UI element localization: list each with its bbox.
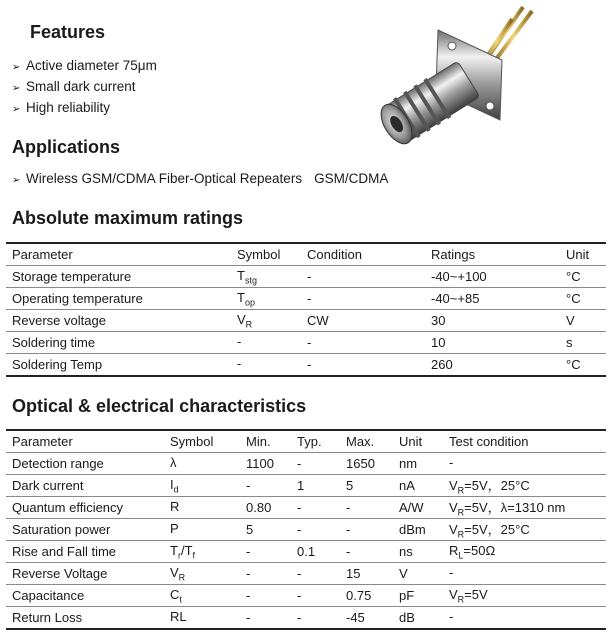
param-cell: Dark current [6, 475, 164, 497]
param-cell: Capacitance [6, 585, 164, 607]
opt-chars-table [6, 429, 606, 630]
unit-cell: dBm [393, 519, 443, 541]
max-cell: 1650 [340, 453, 393, 475]
table-row [6, 332, 606, 354]
test-condition-cell: - [443, 453, 606, 475]
unit-cell: °C [560, 266, 606, 288]
table-row [6, 541, 606, 563]
table-row [6, 288, 606, 310]
symbol-cell: $T_{stg}$ [231, 266, 301, 288]
condition-cell: CW [301, 310, 425, 332]
condition-cell: - [301, 288, 425, 310]
column-header: Max. [340, 430, 393, 453]
symbol-cell: RL [164, 607, 240, 630]
unit-cell: s [560, 332, 606, 354]
application-item [12, 171, 388, 186]
column-header: Ratings [425, 243, 560, 266]
table-row [6, 497, 606, 519]
min-cell: - [240, 607, 291, 630]
test-condition-cell: - [443, 607, 606, 630]
rating-cell: 10 [425, 332, 560, 354]
column-header: Parameter [6, 243, 231, 266]
table-row [6, 453, 606, 475]
table-row [6, 607, 606, 630]
max-cell: - [340, 497, 393, 519]
arrow-bullet-icon: ➢ [12, 104, 21, 115]
arrow-bullet-icon: ➢ [12, 83, 21, 94]
param-cell: Operating temperature [6, 288, 231, 310]
features-list [12, 55, 157, 118]
param-cell: Reverse Voltage [6, 563, 164, 585]
test-condition-cell: $V_R=5V$，λ=1310 nm [443, 497, 606, 519]
table-row [6, 475, 606, 497]
symbol-cell: $T_{op}$ [231, 288, 301, 310]
feature-text: High reliability [26, 100, 111, 115]
symbol-cell: $T_r/T_f$ [164, 541, 240, 563]
max-cell: 0.75 [340, 585, 393, 607]
test-condition-cell: $V_R=5V$，25°C [443, 475, 606, 497]
condition-cell: - [301, 332, 425, 354]
table-row [6, 266, 606, 288]
column-header: Unit [560, 243, 606, 266]
typ-cell: - [291, 497, 340, 519]
abs-ratings-heading: Absolute maximum ratings [12, 208, 244, 228]
max-cell: -45 [340, 607, 393, 630]
features-heading: Features [30, 22, 106, 42]
table-header-row [6, 430, 606, 453]
max-cell: 5 [340, 475, 393, 497]
param-cell: Quantum efficiency [6, 497, 164, 519]
column-header: Unit [393, 430, 443, 453]
arrow-bullet-icon: ➢ [12, 62, 21, 73]
column-header: Test condition [443, 430, 606, 453]
typ-cell: - [291, 607, 340, 630]
application-text: Wireless GSM/CDMA Fiber-Optical Repeaters [26, 171, 303, 186]
symbol-cell: $V_R$ [164, 563, 240, 585]
max-cell: - [340, 519, 393, 541]
unit-cell: V [560, 310, 606, 332]
column-header: Min. [240, 430, 291, 453]
param-cell: Return Loss [6, 607, 164, 630]
min-cell: - [240, 585, 291, 607]
list-item [12, 55, 157, 76]
symbol-cell: $V_R$ [231, 310, 301, 332]
connector-body [374, 59, 481, 149]
table-row [6, 585, 606, 607]
param-cell: Soldering time [6, 332, 231, 354]
abs-ratings-table [6, 242, 606, 377]
param-cell: Detection range [6, 453, 164, 475]
min-cell: - [240, 475, 291, 497]
symbol-cell: - [231, 332, 301, 354]
column-header: Typ. [291, 430, 340, 453]
unit-cell: nA [393, 475, 443, 497]
typ-cell: - [291, 585, 340, 607]
max-cell: - [340, 541, 393, 563]
param-cell: Saturation power [6, 519, 164, 541]
symbol-cell: - [231, 354, 301, 377]
unit-cell: °C [560, 354, 606, 377]
max-cell: 15 [340, 563, 393, 585]
unit-cell: dB [393, 607, 443, 630]
table-row [6, 519, 606, 541]
column-header: Symbol [231, 243, 301, 266]
feature-text: Small dark current [26, 79, 136, 94]
test-condition-cell: $V_R=5V$ [443, 585, 606, 607]
list-item [12, 76, 157, 97]
applications-heading: Applications [12, 137, 121, 157]
column-header: Condition [301, 243, 425, 266]
unit-cell: A/W [393, 497, 443, 519]
unit-cell: nm [393, 453, 443, 475]
unit-cell: ns [393, 541, 443, 563]
table-row [6, 354, 606, 377]
opt-chars-heading: Optical & electrical characteristics [12, 396, 307, 416]
rating-cell: 30 [425, 310, 560, 332]
table-row [6, 563, 606, 585]
table-header-row [6, 243, 606, 266]
symbol-cell: λ [164, 453, 240, 475]
photodiode-connector-photo [360, 2, 535, 162]
typ-cell: 0.1 [291, 541, 340, 563]
param-cell: Rise and Fall time [6, 541, 164, 563]
unit-cell: °C [560, 288, 606, 310]
column-header: Parameter [6, 430, 164, 453]
min-cell: 0.80 [240, 497, 291, 519]
test-condition-cell: - [443, 563, 606, 585]
rating-cell: -40~+85 [425, 288, 560, 310]
condition-cell: - [301, 266, 425, 288]
rating-cell: 260 [425, 354, 560, 377]
param-cell: Reverse voltage [6, 310, 231, 332]
min-cell: 1100 [240, 453, 291, 475]
symbol-cell: P [164, 519, 240, 541]
column-header: Symbol [164, 430, 240, 453]
typ-cell: - [291, 519, 340, 541]
test-condition-cell: $R_L=50\Omega$ [443, 541, 606, 563]
feature-text: Active diameter 75μm [26, 58, 157, 73]
unit-cell: pF [393, 585, 443, 607]
condition-cell: - [301, 354, 425, 377]
typ-cell: - [291, 563, 340, 585]
min-cell: - [240, 563, 291, 585]
unit-cell: V [393, 563, 443, 585]
param-cell: Storage temperature [6, 266, 231, 288]
flange-hole [448, 42, 456, 50]
flange-hole [486, 102, 494, 110]
min-cell: 5 [240, 519, 291, 541]
typ-cell: 1 [291, 475, 340, 497]
symbol-cell: $C_t$ [164, 585, 240, 607]
rating-cell: -40~+100 [425, 266, 560, 288]
param-cell: Soldering Temp [6, 354, 231, 377]
application-extra: GSM/CDMA [314, 171, 389, 186]
table-row [6, 310, 606, 332]
typ-cell: - [291, 453, 340, 475]
symbol-cell: R [164, 497, 240, 519]
min-cell: - [240, 541, 291, 563]
list-item [12, 97, 157, 118]
test-condition-cell: $V_R=5V$，25°C [443, 519, 606, 541]
arrow-bullet-icon: ➢ [12, 175, 21, 186]
symbol-cell: $I_d$ [164, 475, 240, 497]
